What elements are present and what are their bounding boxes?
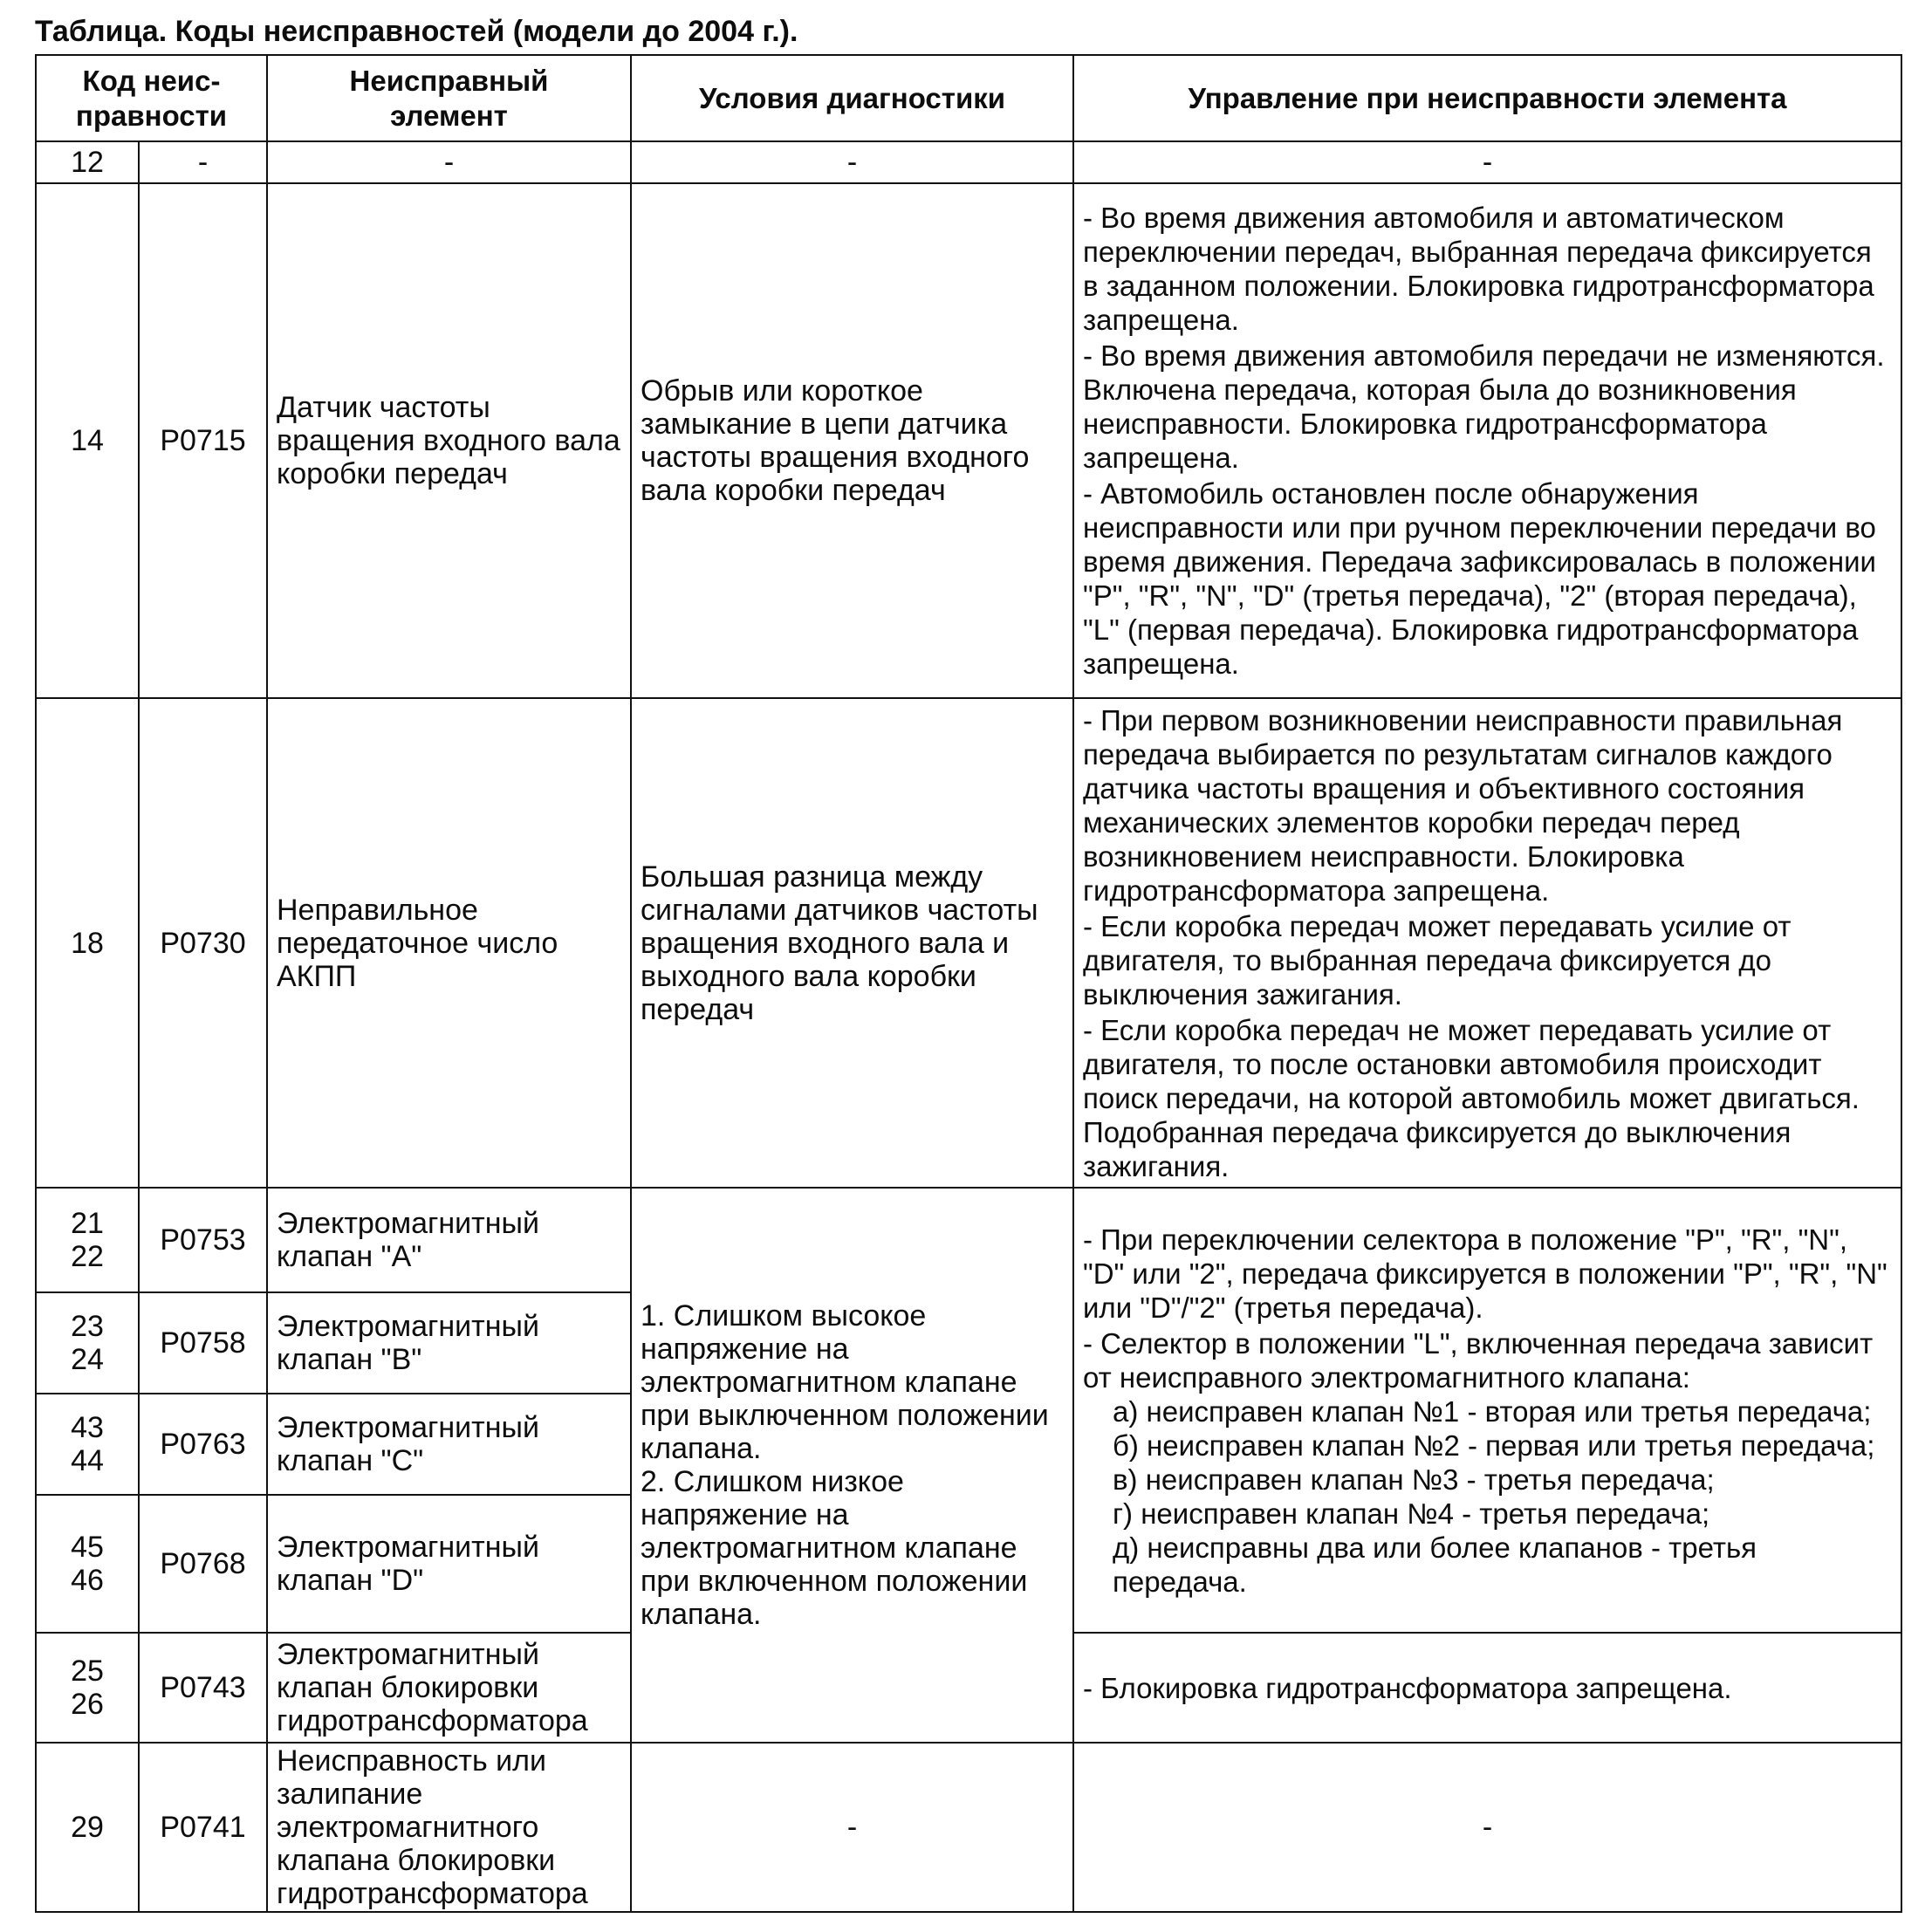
header-code-line1: Код неис- bbox=[82, 64, 221, 97]
header-code-line2: правности bbox=[75, 99, 228, 132]
control-list-item: г) неисправен клапан №4 - третья передача; bbox=[1113, 1497, 1710, 1530]
code-cell: 29 bbox=[36, 1743, 139, 1912]
element-cell: Электромагнитный клапан блокировки гидротрансформатора bbox=[267, 1633, 631, 1743]
code-line: 22 bbox=[71, 1240, 104, 1273]
obd-cell: P0763 bbox=[139, 1394, 267, 1495]
table-row bbox=[36, 183, 1901, 698]
code-cell: 12 bbox=[36, 141, 139, 183]
obd-cell: P0743 bbox=[139, 1633, 267, 1743]
header-conditions: Условия диагностики bbox=[631, 55, 1073, 141]
table-row bbox=[36, 698, 1901, 1188]
fault-codes-table bbox=[35, 54, 1902, 1913]
header-row bbox=[36, 55, 1901, 141]
table-row bbox=[36, 1743, 1901, 1912]
control-paragraph: - При первом возникновении неисправности правильная передача выбирается по результатам сигналов каждого датчика частоты вращения и объективного состояния механических элементов коробки передач перед возникновением неисправности. Блокировка гидротрансформатора запрещена. bbox=[1083, 703, 1843, 907]
code-line: 25 bbox=[71, 1655, 104, 1688]
obd-cell: P0753 bbox=[139, 1188, 267, 1292]
code-line: 45 bbox=[71, 1531, 104, 1564]
code-line: 43 bbox=[71, 1411, 104, 1444]
code-cell: 14 bbox=[36, 183, 139, 698]
obd-cell: P0758 bbox=[139, 1292, 267, 1394]
element-cell: Электромагнитный клапан "В" bbox=[267, 1292, 631, 1394]
control-list-item: б) неисправен клапан №2 - первая или третья передача; bbox=[1113, 1428, 1875, 1462]
conditions-cell: - bbox=[631, 1743, 1073, 1912]
control-cell: - bbox=[1073, 1743, 1901, 1912]
code-line: 24 bbox=[71, 1343, 104, 1376]
element-cell: - bbox=[267, 141, 631, 183]
control-cell: - Блокировка гидротрансформатора запрещена. bbox=[1073, 1633, 1901, 1743]
control-list-item: в) неисправен клапан №3 - третья передача; bbox=[1113, 1463, 1715, 1496]
element-cell: Электромагнитный клапан "А" bbox=[267, 1188, 631, 1292]
control-paragraph: - Если коробка передач не может передавать усилие от двигателя, то после остановки автомобиля происходит поиск передачи, на которой автомобиль может двигаться. Подобранная передача фиксируется до выключения зажигания. bbox=[1083, 1013, 1860, 1182]
header-element-line1: Неисправный bbox=[349, 64, 549, 97]
element-cell: Неправильное передаточное число АКПП bbox=[267, 698, 631, 1188]
code-cell bbox=[36, 1633, 139, 1743]
control-paragraph: - При переключении селектора в положение "Р", "R", "N", "D" или "2", передача фиксируется в положении "Р", "R", "N" или "D"/"2" (третья передача). bbox=[1083, 1223, 1887, 1324]
header-element-line2: элемент bbox=[390, 99, 508, 132]
control-paragraph: - Если коробка передач может передавать усилие от двигателя, то выбранная передача фиксируется до выключения зажигания. bbox=[1083, 909, 1792, 1011]
obd-cell: P0741 bbox=[139, 1743, 267, 1912]
element-cell: Электромагнитный клапан "D" bbox=[267, 1495, 631, 1633]
code-cell: 18 bbox=[36, 698, 139, 1188]
code-line: 44 bbox=[71, 1444, 104, 1477]
obd-cell: P0768 bbox=[139, 1495, 267, 1633]
control-paragraph: - Во время движения автомобиля и автоматическом переключении передач, выбранная передача фиксируется в заданном положении. Блокировка гидротрансформатора запрещена. bbox=[1083, 202, 1874, 336]
control-cell bbox=[1073, 698, 1901, 1188]
table-row bbox=[36, 1188, 1901, 1292]
element-cell: Электромагнитный клапан "С" bbox=[267, 1394, 631, 1495]
code-cell bbox=[36, 1292, 139, 1394]
obd-cell: P0715 bbox=[139, 183, 267, 698]
header-code bbox=[36, 55, 267, 141]
element-cell: Датчик частоты вращения входного вала коробки передач bbox=[267, 183, 631, 698]
header-control: Управление при неисправности элемента bbox=[1073, 55, 1901, 141]
header-element bbox=[267, 55, 631, 141]
conditions-cell: - bbox=[631, 141, 1073, 183]
table-title: Таблица. Коды неисправностей (модели до 2004 г.). bbox=[35, 15, 798, 48]
obd-cell: - bbox=[139, 141, 267, 183]
code-line: 21 bbox=[71, 1207, 104, 1240]
code-cell bbox=[36, 1188, 139, 1292]
solenoid-conditions-cell: 1. Слишком высокое напряжение на электромагнитном клапане при выключенном положении клапана. 2. Слишком низкое напряжение на электромагнитном клапане при включенном положении клапана. bbox=[631, 1188, 1073, 1743]
control-paragraph: - Селектор в положении "L", включенная передача зависит от неисправного электромагнитного клапана: bbox=[1083, 1326, 1874, 1394]
conditions-cell: Большая разница между сигналами датчиков частоты вращения входного вала и выходного вала коробки передач bbox=[631, 698, 1073, 1188]
code-cell bbox=[36, 1495, 139, 1633]
control-list-item: а) неисправен клапан №1 - вторая или третья передача; bbox=[1113, 1394, 1872, 1428]
element-cell: Неисправность или залипание электромагнитного клапана блокировки гидротрансформатора bbox=[267, 1743, 631, 1912]
conditions-cell: Обрыв или короткое замыкание в цепи датчика частоты вращения входного вала коробки передач bbox=[631, 183, 1073, 698]
code-line: 46 bbox=[71, 1564, 104, 1597]
control-cell: - bbox=[1073, 141, 1901, 183]
solenoid-control-cell bbox=[1073, 1188, 1901, 1633]
table-row bbox=[36, 141, 1901, 183]
code-line: 23 bbox=[71, 1310, 104, 1343]
obd-cell: P0730 bbox=[139, 698, 267, 1188]
control-cell bbox=[1073, 183, 1901, 698]
control-list-item: д) неисправны два или более клапанов - третья передача. bbox=[1113, 1531, 1757, 1598]
code-line: 26 bbox=[71, 1688, 104, 1721]
control-paragraph: - Во время движения автомобиля передачи не изменяются. Включена передача, которая была до возникновения неисправности. Блокировка гидротрансформатора запрещена. bbox=[1083, 339, 1885, 474]
code-cell bbox=[36, 1394, 139, 1495]
control-paragraph: - Автомобиль остановлен после обнаружения неисправности или при ручном переключении передачи во время движения. Передача зафиксировалась в положении "P", "R", "N", "D" (третья передача), "2" (вторая передача), "L" (первая передача). Блокировка гидротрансформатора запрещена. bbox=[1083, 477, 1876, 680]
